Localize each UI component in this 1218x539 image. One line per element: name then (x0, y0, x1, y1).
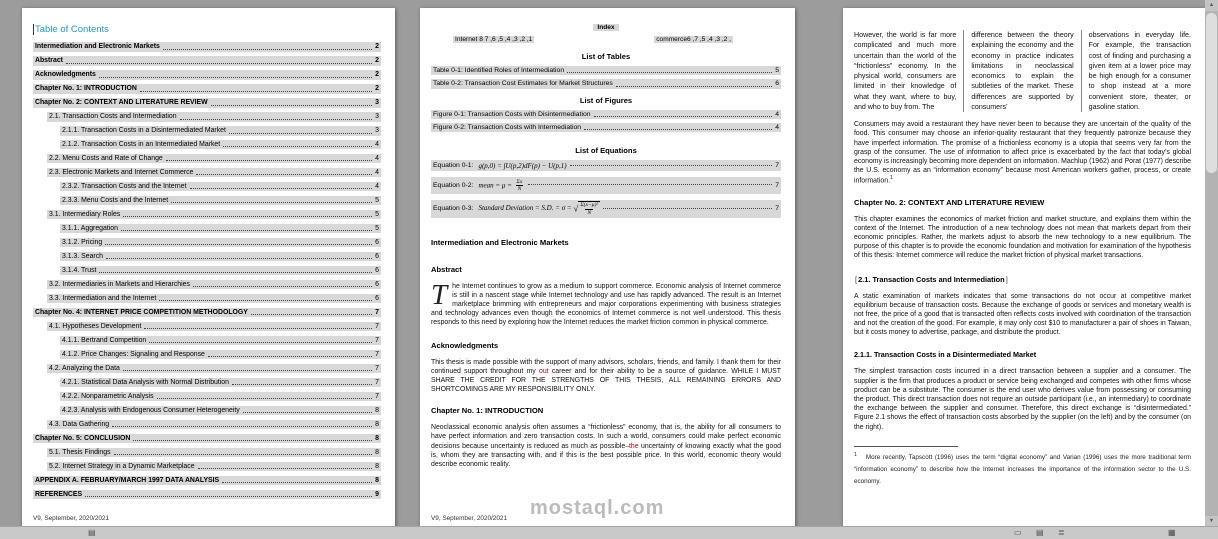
toc-entry[interactable] (47, 154, 381, 164)
footnote-number: 1 (854, 451, 857, 458)
index-entry-commerce: commerce6 ,7 ,5 ,4 ,3 ,2 , (656, 36, 731, 43)
toc-entry-page: 7 (375, 364, 379, 372)
toc-entry-page: 3 (375, 98, 379, 106)
toc-entry-page: 9 (375, 490, 379, 498)
paragraph-consumers (854, 120, 1191, 186)
acknowledgments-paragraph (431, 358, 781, 395)
footnote-reference: 1 (890, 175, 893, 182)
toc-entry-page: 2 (375, 70, 379, 78)
index-heading: Index (593, 24, 618, 31)
toc-entry[interactable] (47, 294, 381, 304)
toc-leader-dots (140, 91, 372, 92)
toc-leader-dots (243, 412, 372, 413)
section-2-1-paragraph: A static examination of markets indicates that some transactions do not occur at competitive market equilibrium because of transaction costs. Because the exchange of goods or services and monetary wealth is not free, the price of a good that is transacted often reflects costs involved with coordination of the transaction and not the creation of the good. For example, it may only cost $10 to manufacturer a pair of shoes in Taiwan, but it costs money to advertise, package, and distribute the product. (854, 292, 1191, 337)
table-list-label: Table 0-2: Transaction Cost Estimates for Market Structures (433, 80, 613, 88)
toc-leader-dots (180, 119, 373, 120)
list-of-figures (431, 110, 781, 133)
page-front-matter (420, 8, 795, 529)
equation-list-entry-3[interactable] (431, 200, 781, 218)
ch1-text-before: Neoclassical economic analysis often assumes a “frictionless” economy, that is, the ability for all consumers to have perfect information and zero transaction costs. In such a world, consumers could make perfect economic decisions because uncertainty is reduced as much as possible (431, 424, 781, 450)
toc-leader-dots (149, 342, 372, 343)
toc-entry-page: 8 (375, 434, 379, 442)
leader-dots (567, 72, 772, 73)
toc-entry-label: 4.2. Analyzing the Data (49, 364, 120, 372)
toc-entry[interactable] (47, 112, 381, 122)
toc-entry-label: 2.1.2. Transaction Costs in an Intermediated Market (62, 140, 221, 148)
toc-entry-label: 3.1.3. Search (62, 252, 103, 260)
table-list-entry[interactable] (431, 66, 781, 75)
toc-leader-dots (190, 188, 373, 189)
leader-dots (584, 129, 772, 130)
three-column-text (854, 30, 1191, 112)
toc-entry-label: 2.3.3. Menu Costs and the Internet (62, 196, 169, 204)
acknowledgments-heading: Acknowledgments (431, 340, 499, 350)
fraction-denominator: N (517, 185, 522, 192)
toc-entry-label: APPENDIX A. FEBRUARY/MARCH 1997 DATA ANALYSIS (35, 476, 220, 484)
toc-entry[interactable] (60, 238, 381, 248)
toc-leader-dots (112, 426, 372, 427)
scroll-down-arrow-icon[interactable]: ▼ (1205, 516, 1218, 527)
toc-entry-label: 5.1. Thesis Findings (49, 448, 111, 456)
ack-text-before: This thesis is made possible with the support of many advisors, scholars, friends, and family. I thank them for their continued support throughout my (431, 358, 781, 375)
toc-leader-dots (171, 202, 372, 203)
toc-entry[interactable] (47, 210, 381, 220)
toc-leader-dots (208, 356, 372, 357)
toc-entry-page: 8 (375, 448, 379, 456)
toc-leader-dots (99, 77, 372, 78)
fraction (580, 202, 598, 216)
abstract-text: he Internet continues to grow as a medium to support commerce. Economic analysis of Internet commerce is still in a nascent stage while Internet technology and use has rapidly advanced. The result is an Internet marketplace brimming with entrepreneurs and major corporations experimenting with business strategies and technology advances even though the economics of Internet commerce is not well understood. This thesis responds to this need by exploring how the Internet reduces the market friction common in physical commerce. (431, 282, 781, 327)
equation-3-pre: Standard Deviation = S.D. = σ = (478, 204, 572, 213)
toc-entry-page: 6 (375, 266, 379, 274)
toc-leader-dots (123, 370, 372, 371)
toc-entry[interactable] (47, 364, 381, 374)
toc-entry[interactable] (47, 462, 381, 472)
toc-entry-label: REFERENCES (35, 490, 83, 498)
toc-entry-page: 8 (375, 406, 379, 414)
square-root-body (578, 201, 600, 216)
toc-entry[interactable] (33, 84, 381, 94)
scrollbar-thumb[interactable] (1206, 13, 1217, 173)
toc-leader-dots (144, 328, 372, 329)
toc-entry-label: 4.1.1. Bertrand Competition (62, 336, 147, 344)
toc-leader-dots (157, 398, 373, 399)
toc-entry[interactable] (47, 448, 381, 458)
ch1-text-after: uncertainty of knowing exactly what the good is, whom they are transacting with, and if this is the best possible price. In this world, economic theory would describe economic reality. (431, 442, 781, 468)
status-bar (0, 526, 1218, 539)
print-layout-icon[interactable]: ▤ (1036, 528, 1044, 537)
document-title: Intermediation and Electronic Markets (431, 237, 569, 247)
toc-entry-label: 4.2.2. Nonparametric Analysis (62, 392, 154, 400)
toc-entry-page: 6 (375, 280, 379, 288)
toc-entry-page: 2 (375, 56, 379, 64)
toc-leader-dots (106, 258, 372, 259)
toc-entry-label: Chapter No. 2: CONTEXT AND LITERATURE REVIEW (35, 98, 208, 106)
table-list-label: Table 0-1: Identified Roles of Intermediation (433, 67, 565, 74)
toc-leader-dots (99, 272, 372, 273)
text-cursor (33, 24, 34, 35)
toc-entry[interactable] (60, 266, 381, 276)
toc-leader-dots (196, 174, 372, 175)
column-3: observations in everyday life. For example, the transaction cost of finding and purchasing a given item at a lower price may be high enough for a consumer to shop instead at a more convenient store, theater, or gasoline station. (1081, 30, 1191, 112)
toc-entry-label: 4.3. Data Gathering (49, 420, 110, 428)
toc-entry-label: 3.1.1. Aggregation (62, 224, 118, 232)
chapter-1-heading: Chapter No. 1: INTRODUCTION (431, 406, 544, 416)
watermark: mostaql.com (530, 497, 665, 519)
toc-entry-page: 7 (375, 392, 379, 400)
toc-leader-dots (159, 300, 372, 301)
toc-entry[interactable] (33, 490, 381, 500)
toc-entry[interactable] (60, 140, 381, 150)
list-of-figures-heading: List of Figures (579, 95, 633, 105)
page-footer: V9, September, 2020/2021 (431, 515, 508, 522)
toc-entry[interactable] (60, 224, 381, 234)
equation-list-entry-2[interactable] (431, 177, 781, 194)
toc-entry-label: Chapter No. 5: CONCLUSION (35, 434, 131, 442)
toc-leader-dots (105, 244, 372, 245)
toc-entry-label: 2.1.1. Transaction Costs in a Disintermediated Market (62, 126, 226, 134)
toc-entry-page: 6 (375, 294, 379, 302)
ack-text-red: out (539, 367, 549, 375)
bookmark-bracket-open: [ (855, 274, 858, 284)
toc-entry-label: 2.2. Menu Costs and Rate of Change (49, 154, 163, 162)
toc-entry-label: Chapter No. 4: INTERNET PRICE COMPETITION METHODOLOGY (35, 308, 248, 316)
table-of-contents (33, 42, 381, 499)
toc-entry-page: 7 (375, 350, 379, 358)
toc-leader-dots (123, 216, 372, 217)
toc-entry-label: 2.3. Electronic Markets and Internet Commerce (49, 168, 194, 176)
toc-entry-page: 4 (375, 154, 379, 162)
toc-entry[interactable] (33, 70, 381, 80)
equation-2-pre: mean = μ = (478, 181, 512, 190)
toc-entry-label: 4.2.3. Analysis with Endogenous Consumer Heterogeneity (62, 406, 240, 414)
list-of-tables-heading: List of Tables (581, 52, 631, 61)
ch1-text-red: –the (625, 442, 639, 450)
toc-title-row (33, 24, 381, 35)
list-of-equations-heading: List of Equations (575, 146, 637, 156)
page-footer: V9, September, 2020/2021 (33, 515, 110, 522)
fraction-numerator: Σx (516, 178, 523, 185)
drop-cap: T (431, 278, 448, 311)
table-list-page: 5 (775, 67, 779, 74)
toc-leader-dots (229, 133, 372, 134)
toc-entry[interactable] (60, 350, 381, 360)
page-chapter-2 (843, 8, 1205, 529)
toc-entry[interactable] (47, 280, 381, 290)
toc-leader-dots (251, 314, 372, 315)
toc-entry[interactable] (47, 322, 381, 332)
zoom-control-icon[interactable]: ▦ (1168, 528, 1176, 537)
chapter-2-heading: Chapter No. 2: CONTEXT AND LITERATURE REVIEW (854, 197, 1045, 207)
column-1: However, the world is far more complicated and much more uncertain than the world of the “frictionless” economy. In the physical world, consumers are limited in their knowledge of what they want, where to buy, and who to buy from. The (854, 31, 957, 111)
toc-entry-page: 7 (375, 322, 379, 330)
toc-entry[interactable] (33, 476, 381, 486)
equation-1-page: 7 (775, 162, 779, 170)
toc-entry-label: 2.1. Transaction Costs and Intermediation (49, 112, 177, 120)
toc-entry-page: 7 (375, 336, 379, 344)
toc-entry-page: 2 (375, 43, 379, 50)
bookmark-bracket-close: ] (1005, 274, 1008, 284)
toc-entry-page: 5 (375, 196, 379, 204)
toc-entry[interactable] (60, 126, 381, 136)
toc-entry[interactable] (47, 420, 381, 430)
abstract-heading: Abstract (431, 264, 462, 274)
list-of-tables (431, 66, 781, 89)
toc-entry[interactable] (47, 168, 381, 178)
toc-leader-dots (232, 384, 372, 385)
toc-entry-label: 3.1.4. Trust (62, 266, 97, 274)
toc-entry[interactable] (60, 252, 381, 262)
equation-2-page: 7 (775, 181, 779, 189)
toc-entry-page: 7 (375, 308, 379, 316)
figure-list-page: 4 (775, 110, 779, 118)
toc-entry-label: 3.3. Intermediation and the Internet (49, 294, 157, 302)
toc-entry-page: 8 (375, 420, 379, 428)
section-2-1-1-paragraph: The simplest transaction costs incurred in a direct transaction between a supplier and a consumer. The supplier is the firm that produces a product or service being exchanged and competes with other firms whose product can be a substitute. The consumer is the end user who derives value from possessing or consuming the product. This direct transaction does not require an outside participant (i.e., an intermediary) to coordinate the exchange between the supplier and consumer. Therefore, this direct exchange is “disintermediated.” Figure 2.1 shows the effect of transaction costs absorbed by the supplier (on the left) and by the consumer (on the right). (854, 368, 1191, 431)
toc-entry[interactable] (60, 336, 381, 346)
equation-list-entry-1[interactable] (431, 160, 781, 171)
toc-leader-dots (114, 454, 373, 455)
toc-entry-label: 5.2. Internet Strategy in a Dynamic Marketplace (49, 462, 195, 470)
toc-entry-label: 4.2.1. Statistical Data Analysis with Normal Distribution (62, 378, 229, 386)
equation-1-formula: g(p,0) = ∫U(p,2)dF(p) − U(p,1) (478, 161, 567, 170)
proofing-status-icon[interactable]: ▤ (88, 528, 96, 537)
fraction-numerator: Σ(x−μ)² (580, 202, 599, 209)
toc-leader-dots (166, 160, 372, 161)
leader-dots (570, 165, 773, 166)
toc-entry-page: 8 (375, 462, 379, 470)
equation-3-formula (478, 201, 600, 216)
chapter-2-intro-paragraph: This chapter examines the economics of market friction and market structure, and explains them within the context of the Internet. The introduction of a new technology does not mean that markets depart from their economic principles. Rather, the markets adjust to absorb the new technology to a new equilibrium. The purpose of this chapter is to provide the economic foundation and motivation for examination of the hypothesis of this thesis: Internet commerce will reduce the market friction of physical market transactions. (854, 215, 1191, 260)
toc-entry-label: Abstract (35, 56, 63, 64)
toc-entry-label: 4.1.2. Price Changes: Signaling and Response (62, 350, 205, 358)
fraction (516, 179, 524, 193)
toc-leader-dots (163, 49, 372, 50)
toc-leader-dots (66, 63, 372, 64)
figure-list-page: 4 (775, 123, 779, 131)
section-2-1-1-heading: 2.1.1. Transaction Costs in a Disintermediated Market (854, 350, 1037, 360)
toc-entry[interactable] (60, 406, 381, 416)
toc-entry-label: 2.3.2. Transaction Costs and the Internet (62, 182, 187, 190)
equation-2-formula (478, 179, 525, 193)
abstract-paragraph (431, 278, 781, 328)
toc-leader-dots (133, 440, 372, 441)
figure-list-label: Figure 0-1: Transaction Costs with Disintermediation (433, 110, 591, 118)
footnote (854, 451, 1191, 488)
read-mode-icon[interactable]: ▭ (1014, 528, 1022, 537)
toc-entry[interactable] (60, 196, 381, 206)
toc-entry-page: 6 (375, 252, 379, 260)
ack-text-after: career and for their ability to be a source of guidance. WHILE I MUST SHARE THE CREDIT FOR THE STRENGTHS OF THIS THESIS, ALL REMAINING ERRORS AND SHORTCOMINGS ARE MY RESPONSIBILITY ONLY. (431, 367, 781, 394)
leader-dots (594, 116, 773, 117)
leader-dots (528, 184, 772, 185)
table-list-page: 6 (775, 80, 779, 88)
toc-entry-page: 4 (375, 140, 379, 148)
leader-dots (603, 208, 772, 209)
leader-dots (616, 86, 772, 87)
section-2-1-title-text: 2.1. Transaction Costs and Intermediation (858, 274, 1005, 284)
toc-entry[interactable] (33, 42, 381, 52)
toc-title: Table of Contents (35, 24, 109, 35)
column-2: difference between the theory explaining the economy and the economy in practice indicates limitations in neoclassical economics to explain the subtleties of the market. These differences are supported by consumers’ (963, 30, 1080, 112)
toc-leader-dots (223, 146, 372, 147)
web-layout-icon[interactable]: ≣ (1058, 528, 1065, 537)
footnote-text: More recently, Tapscott (1996) uses the term “digital economy” and Varian (1996) uses the more traditional term “information economy” to describe how the Internet increases the importance of the information sector to the U.S. economy. (854, 453, 1191, 485)
footnote-separator (854, 446, 958, 447)
toc-entry[interactable] (33, 434, 381, 444)
toc-entry-label: Chapter No. 1: INTRODUCTION (35, 84, 137, 92)
toc-entry[interactable] (33, 98, 381, 108)
toc-entry-page: 2 (375, 84, 379, 92)
toc-entry-label: Intermediation and Electronic Markets (35, 43, 160, 50)
equation-3-label: Equation 0-3: (433, 205, 474, 213)
toc-entry-label: 4.1. Hypotheses Development (49, 322, 142, 330)
toc-entry-page: 3 (375, 112, 379, 120)
toc-entry-label: 3.1. Intermediary Roles (49, 210, 121, 218)
toc-leader-dots (121, 230, 372, 231)
equation-1-label: Equation 0-1: (433, 162, 474, 170)
page-table-of-contents (22, 8, 395, 529)
toc-entry-page: 5 (375, 210, 379, 218)
toc-entry-page: 8 (375, 476, 379, 484)
toc-entry-label: 3.2. Intermediaries in Markets and Hierarchies (49, 280, 190, 288)
toc-entry-page: 5 (375, 224, 379, 232)
toc-entry[interactable] (33, 56, 381, 66)
toc-leader-dots (193, 286, 372, 287)
toc-entry[interactable] (60, 182, 381, 192)
scroll-up-arrow-icon[interactable]: ▲ (1205, 0, 1218, 11)
chapter-1-paragraph (431, 423, 781, 469)
toc-entry-page: 3 (375, 126, 379, 134)
toc-entry[interactable] (60, 392, 381, 402)
toc-entry-label: Acknowledgments (35, 70, 96, 78)
equation-3-page: 7 (775, 205, 779, 213)
toc-entry-page: 6 (375, 238, 379, 246)
toc-leader-dots (85, 496, 372, 497)
vertical-scrollbar[interactable] (1205, 0, 1218, 527)
equation-2-label: Equation 0-2: (433, 181, 474, 189)
toc-leader-dots (222, 482, 372, 483)
table-list-entry[interactable] (431, 79, 781, 88)
index-entry-internet: Internet 8 7 ,6 ,5 ,4 ,3 ,2 ,1 (455, 36, 533, 43)
paragraph-consumers-text: Consumers may avoid a restaurant they have never been to because they are uncertain of the quality of the food. This consumer may choose an inferior-quality restaurant that they frequently patronize because they have imperfect information. The promise of a frictionless economy is a utopia that seems very far from the grasp of the consumer. The use of information to affect price is exacerbated by the fact that today’s global economy is increasingly becoming more dependent on information. Machlup (1962) and Porat (1977) describe the U.S. economy as an “information economy” because most American workers gather, process, or create information. (854, 121, 1191, 185)
toc-entry-page: 4 (375, 182, 379, 190)
figure-list-label: Figure 0-2: Transaction Costs with Intermediation (433, 123, 582, 131)
fraction-denominator: N (587, 209, 592, 216)
figure-list-entry[interactable] (431, 110, 781, 119)
toc-leader-dots (211, 105, 373, 106)
section-2-1-heading (854, 275, 1191, 284)
toc-leader-dots (198, 468, 373, 469)
toc-entry-page: 7 (375, 378, 379, 386)
toc-entry[interactable] (60, 378, 381, 388)
index-entries (431, 36, 781, 43)
figure-list-entry[interactable] (431, 123, 781, 132)
toc-entry[interactable] (33, 308, 381, 318)
toc-entry-page: 4 (375, 168, 379, 176)
square-root-sign: √ (573, 203, 579, 214)
toc-entry-label: 3.1.2. Pricing (62, 238, 103, 246)
